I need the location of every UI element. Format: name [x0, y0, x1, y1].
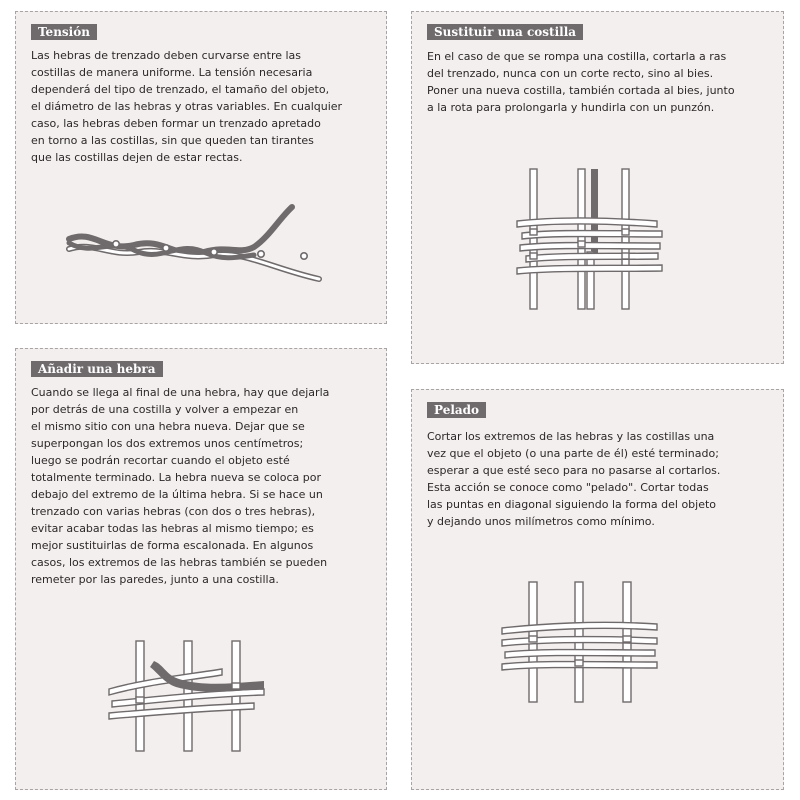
text-line: el diámetro de las hebras y otras variables. En cualquier [31, 100, 343, 113]
text-line: Esta acción se conoce como "pelado". Cortar todas [427, 481, 709, 494]
sustituir-text [427, 48, 771, 116]
text-line: costillas de manera uniforme. La tensión necesaria [31, 66, 313, 79]
text-line: en torno a las costillas, sin que queden tan tirantes [31, 134, 314, 147]
text-line: que las costillas dejen de estar rectas. [31, 151, 243, 164]
tension-text [31, 47, 374, 166]
sustituir-title: Sustituir una costilla [427, 24, 583, 40]
text-line: mejor sustituirlas de forma escalonada. En algunos [31, 539, 314, 552]
anadir-title: Añadir una hebra [31, 361, 163, 377]
text-line: evitar acabar todas las hebras al mismo tiempo; es [31, 522, 314, 535]
anadir-card [15, 348, 387, 790]
text-line: vez que el objeto (o una parte de él) esté terminado; [427, 447, 719, 460]
text-line: y dejando unos milímetros como mínimo. [427, 515, 655, 528]
text-line: Poner una nueva costilla, también cortada al bies, junto [427, 84, 735, 97]
pelado-title: Pelado [427, 402, 486, 418]
text-line: luego se podrán recortar cuando el objeto esté [31, 454, 290, 467]
tension-card [15, 11, 387, 324]
text-line: del trenzado, nunca con un corte recto, sino al bies. [427, 67, 714, 80]
tension-title: Tensión [31, 24, 97, 40]
text-line: las puntas en diagonal siguiendo la forma del objeto [427, 498, 717, 511]
pelado-text [427, 428, 771, 530]
text-line: casos, los extremos de las hebras también se pueden [31, 556, 328, 569]
text-line: debajo del extremo de la última hebra. Si se hace un [31, 488, 323, 501]
text-line: Cortar los extremos de las hebras y las costillas una [427, 430, 715, 443]
text-line: dependerá del tipo de trenzado, el tamaño del objeto, [31, 83, 330, 96]
anadir-text [31, 384, 374, 588]
text-line: superpongan los dos extremos unos centímetros; [31, 437, 304, 450]
text-line: por detrás de una costilla y volver a empezar en [31, 403, 299, 416]
text-line: Cuando se llega al final de una hebra, hay que dejarla [31, 386, 330, 399]
text-line: trenzado con varias hebras (con dos o tres hebras), [31, 505, 316, 518]
text-line: el mismo sitio con una hebra nueva. Dejar que se [31, 420, 305, 433]
sustituir-card [411, 11, 784, 364]
text-line: En el caso de que se rompa una costilla, cortarla a ras [427, 50, 727, 63]
tension-illustration [64, 197, 324, 297]
text-line: caso, las hebras deben formar un trenzado apretado [31, 117, 321, 130]
text-line: totalmente terminado. La hebra nueva se coloca por [31, 471, 321, 484]
text-line: esperar a que esté seco para no pasarse al cortarlos. [427, 464, 721, 477]
text-line: Las hebras de trenzado deben curvarse entre las [31, 49, 302, 62]
text-line: a la rota para prolongarla y hundirla con un punzón. [427, 101, 715, 114]
sustituir-illustration [512, 167, 672, 312]
pelado-illustration [497, 580, 662, 705]
text-line: remeter por las paredes, junto a una costilla. [31, 573, 279, 586]
pelado-card [411, 389, 784, 790]
anadir-illustration [104, 639, 274, 754]
